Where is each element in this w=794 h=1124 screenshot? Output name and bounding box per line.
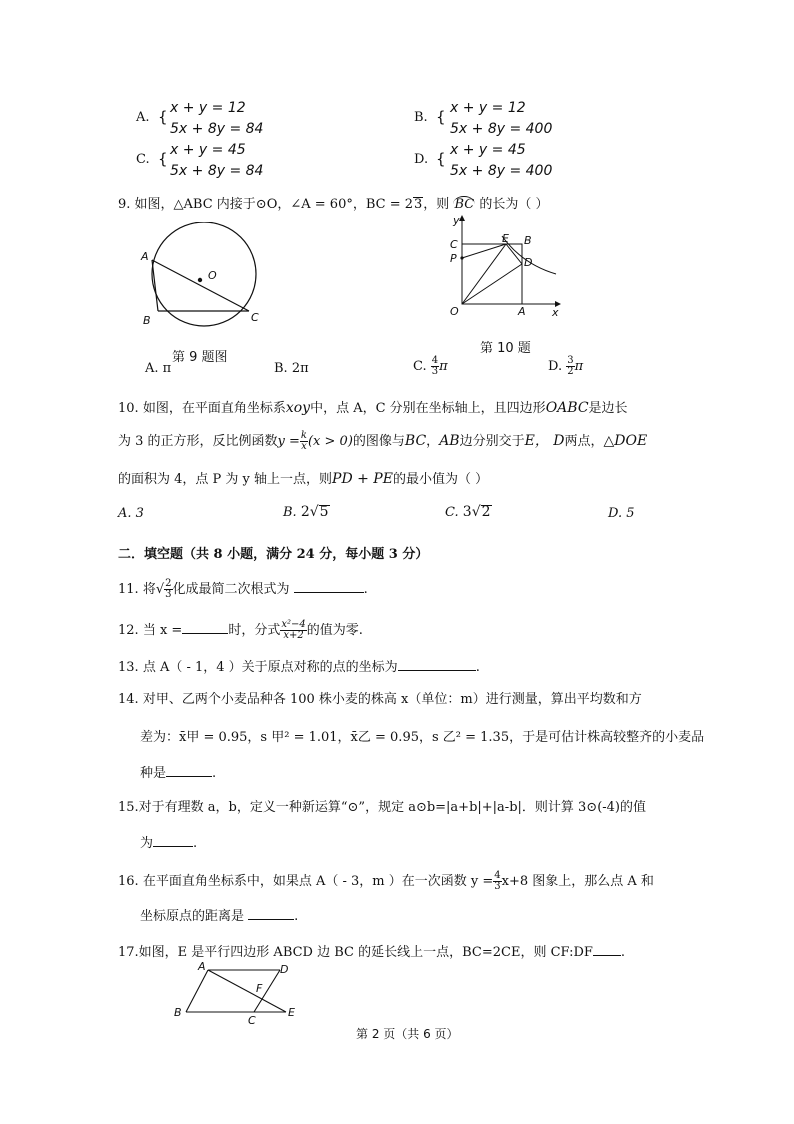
q12-answer-blank[interactable] xyxy=(182,621,228,634)
label-o: O xyxy=(450,305,459,318)
q8-option-d-system xyxy=(450,140,552,182)
q10-option-c: C. 3√2 xyxy=(445,504,491,520)
q8-option-a-brace: { xyxy=(158,108,168,126)
q8-option-a-label: A. xyxy=(136,110,150,125)
q8-option-a-system xyxy=(170,98,263,140)
label-x: x xyxy=(552,306,559,319)
q14-line1: 14. 对甲、乙两个小麦品种各 100 株小麦的株高 x（单位：m）进行测量，算出平均数和方 xyxy=(118,692,642,707)
label-c: C xyxy=(251,311,259,324)
q11-answer-blank[interactable] xyxy=(294,580,364,593)
q8-option-b-system xyxy=(450,98,552,140)
label-b: B xyxy=(524,234,532,247)
q11: 11. 将√ $\frac{2}{3}$ 化成最简二次根式为 . xyxy=(118,578,368,600)
label-d: D xyxy=(524,256,533,269)
q8-option-c-brace: { xyxy=(158,150,168,168)
q8-option-d-brace: { xyxy=(436,150,446,168)
q8-a-eq2: 5x + 8y = 84 xyxy=(170,121,264,137)
q13: 13. 点 A（ - 1，4 ）关于原点对称的点的坐标为 . xyxy=(118,660,480,675)
label-b: B xyxy=(174,1006,182,1019)
q9-figure-caption: 第 9 题图 xyxy=(172,350,228,365)
q8-option-c-system xyxy=(170,140,263,182)
segment-ed xyxy=(506,244,522,264)
q10-line1: 10. 如图，在平面直角坐标系xoy中，点 A，C 分别在坐标轴上，且四边形OABC是边长 xyxy=(118,400,628,416)
q15-line2: 为 . xyxy=(140,836,198,851)
q10-option-d: D. 5 xyxy=(608,506,635,521)
q8-c-eq2: 5x + 8y = 84 xyxy=(170,163,264,179)
q8-b-eq2: 5x + 8y = 400 xyxy=(450,121,553,137)
label-a: A xyxy=(518,305,526,318)
label-b: B xyxy=(143,314,151,327)
segment-ae xyxy=(208,970,286,1012)
q14-answer-blank[interactable] xyxy=(166,764,212,777)
q9-option-c: C. $\frac{4}{3}$ π xyxy=(413,355,448,377)
label-f: F xyxy=(256,982,263,995)
q8-b-eq1: x + y = 12 xyxy=(450,100,526,116)
q8-option-d-label: D. xyxy=(414,152,429,167)
q9-option-d: D. $\frac{3}{2}$ π xyxy=(548,355,584,377)
q16-answer-blank[interactable] xyxy=(248,907,294,920)
q10-line3: 的面积为 4，点 P 为 y 轴上一点，则PD + PE的最小值为（ ） xyxy=(118,471,489,487)
label-a: A xyxy=(141,250,149,263)
q17-parallelogram-figure xyxy=(170,960,310,1024)
q17-answer-blank[interactable] xyxy=(593,943,621,956)
q8-option-b-label: B. xyxy=(414,110,428,125)
point-p xyxy=(460,256,463,259)
q10-coordinate-figure xyxy=(444,212,574,324)
q14-line2: 差为：x̄甲 = 0.95，s 甲² = 1.01，x̄乙 = 0.95，s 乙² = 1.35，于是可估计株高较整齐的小麦品 xyxy=(140,730,705,745)
center-point-o xyxy=(198,278,202,282)
segment-oe xyxy=(462,244,506,304)
page-footer: 第 2 页（共 6 页） xyxy=(356,1027,459,1041)
section-2-title: 二．填空题（共 8 小题，满分 24 分，每小题 3 分） xyxy=(118,547,429,562)
q10-option-a: A. 3 xyxy=(118,506,144,521)
circle-o xyxy=(152,222,256,326)
q10-figure-caption: 第 10 题 xyxy=(480,341,531,356)
q8-d-eq2: 5x + 8y = 400 xyxy=(450,163,553,179)
q17-line1: 17.如图，E 是平行四边形 ABCD 边 BC 的延长线上一点，BC=2CE，则 CF:DF . xyxy=(118,945,626,960)
q14-line3: 种是 . xyxy=(140,766,217,781)
q8-option-b-brace: { xyxy=(436,108,446,126)
q16-line2: 坐标原点的距离是 . xyxy=(140,909,299,924)
segment-pe xyxy=(462,244,506,258)
label-a: A xyxy=(198,960,206,973)
q13-answer-blank[interactable] xyxy=(398,658,476,671)
q10-line2: 为 3 的正方形，反比例函数y = $\frac{k}{x}$ (x > 0)的图像与BC，AB边分别交于E， D两点，△DOE xyxy=(118,430,648,452)
q9-arc-bc: BC xyxy=(454,197,475,212)
q9-circle-figure xyxy=(138,222,268,328)
q9-option-b: B. 2π xyxy=(274,361,309,376)
segment-ac xyxy=(152,260,249,311)
q8-c-eq1: x + y = 45 xyxy=(170,142,246,158)
q10-option-b: B. 2√5 xyxy=(283,504,329,520)
q9-stem: 9. 如图，△ABC 内接于⊙O，∠A = 60°，BC = 23，则 BC 的长为（ ） xyxy=(118,197,549,212)
q9-option-a: A. π xyxy=(145,361,172,376)
segment-ab xyxy=(186,970,208,1012)
q15-line1: 15.对于有理数 a，b，定义一种新运算“⊙”，规定 a⊙b=|a+b|+|a-b|．则计算 3⊙(-4)的值 xyxy=(118,800,646,815)
label-y: y xyxy=(453,214,460,227)
q15-answer-blank[interactable] xyxy=(153,834,193,847)
label-e: E xyxy=(288,1006,295,1019)
q16-line1: 16. 在平面直角坐标系中，如果点 A（ - 3，m ）在一次函数 y = $\frac{4}{3}$ x+8 图象上，那么点 A 和 xyxy=(118,870,654,892)
q8-option-c-label: C. xyxy=(136,152,150,167)
label-o: O xyxy=(208,269,217,282)
segment-od xyxy=(462,264,522,304)
q8-d-eq1: x + y = 45 xyxy=(450,142,526,158)
label-d: D xyxy=(280,963,289,976)
label-p: P xyxy=(450,252,457,265)
label-c: C xyxy=(450,238,458,251)
label-c: C xyxy=(248,1014,256,1024)
q12: 12. 当 x = 时，分式 $\frac{\text{x²−4}}{x+2}$ 的值为零. xyxy=(118,619,363,641)
label-e: E xyxy=(502,232,509,245)
q8-a-eq1: x + y = 12 xyxy=(170,100,246,116)
